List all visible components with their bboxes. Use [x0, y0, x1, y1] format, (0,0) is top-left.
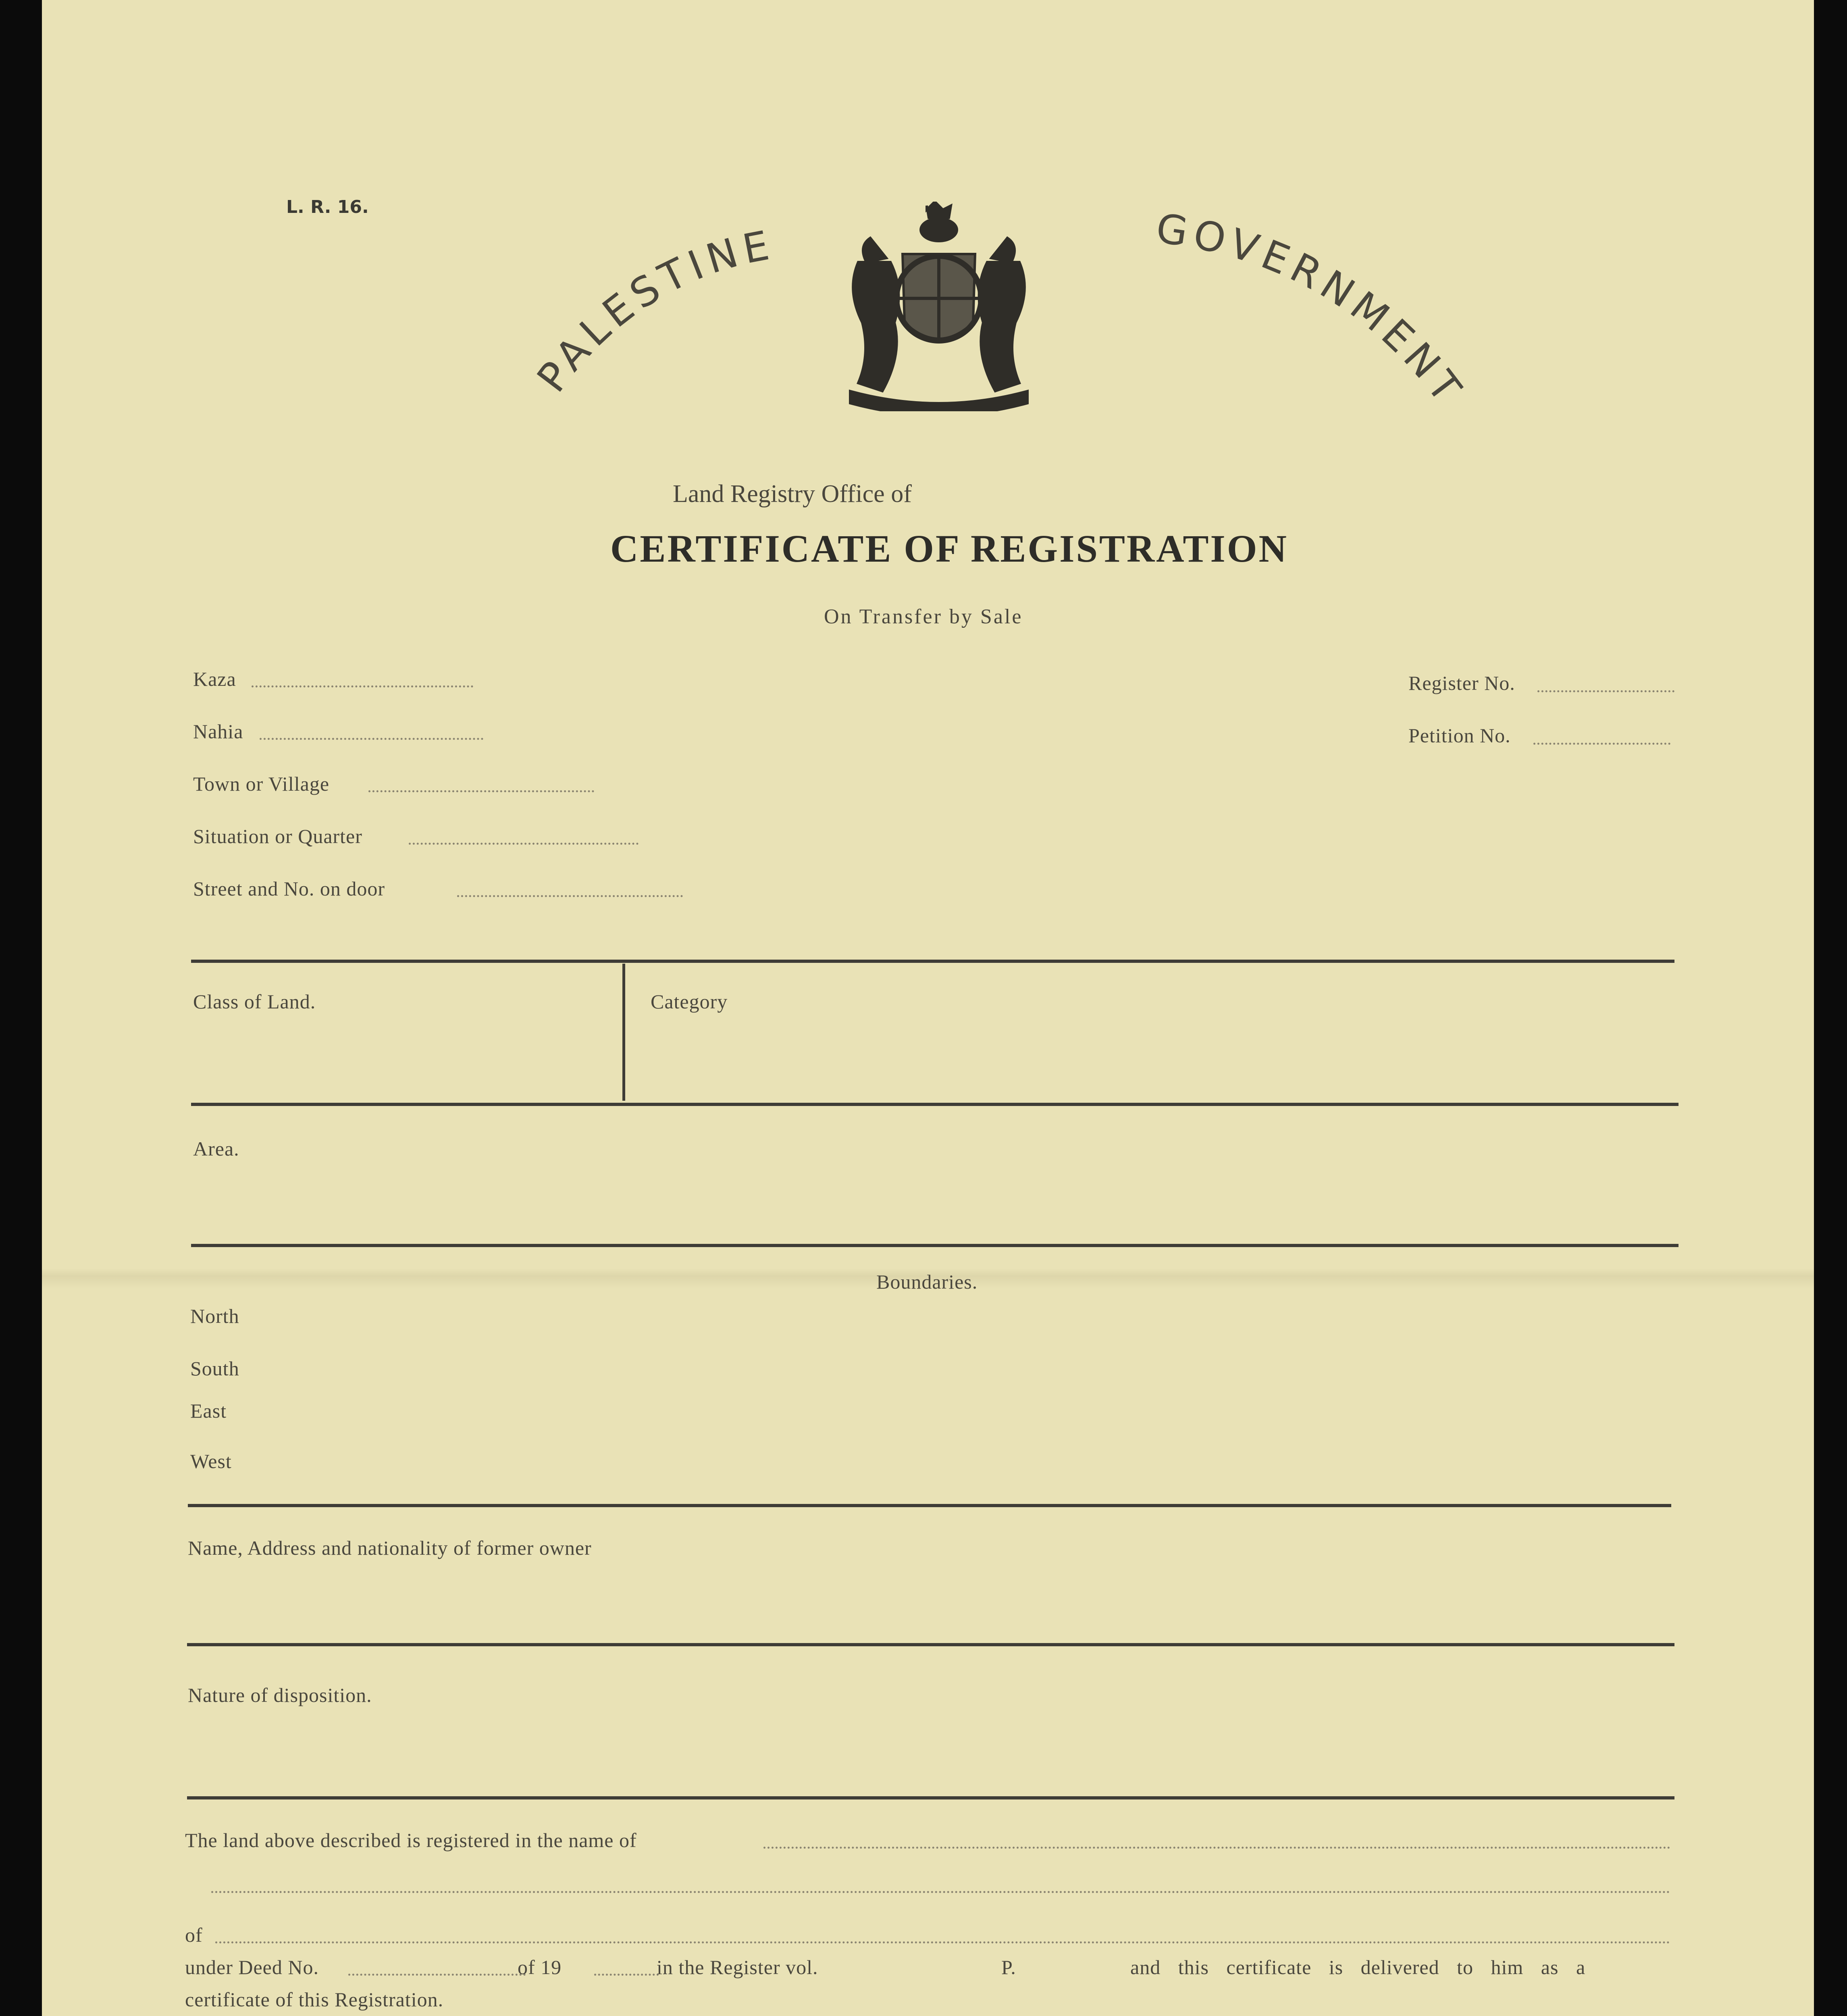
of-label: of: [185, 1924, 203, 1946]
town-village-field[interactable]: [368, 790, 594, 792]
registered-name-field[interactable]: [763, 1847, 1670, 1849]
situation-quarter-label: Situation or Quarter: [193, 825, 362, 848]
boundary-west-label: West: [190, 1450, 232, 1472]
petition-no-label: Petition No.: [1408, 724, 1511, 747]
divider-rule: [191, 1244, 1679, 1247]
town-village-label: Town or Village: [193, 773, 330, 795]
nahia-label: Nahia: [193, 720, 243, 743]
category-label: Category: [651, 990, 728, 1013]
certificate-paper: [42, 0, 1814, 2016]
boundaries-heading: Boundaries.: [876, 1270, 978, 1293]
register-no-field[interactable]: [1537, 690, 1674, 692]
street-door-field[interactable]: [457, 895, 683, 897]
of-field[interactable]: [215, 1941, 1670, 1943]
divider-rule: [191, 960, 1674, 963]
year-field[interactable]: [594, 1974, 659, 1976]
registered-name-label: The land above described is registered in the name of: [185, 1829, 637, 1851]
column-divider: [622, 964, 625, 1101]
boundary-east-label: East: [190, 1400, 227, 1422]
page-label: P.: [1001, 1956, 1016, 1979]
divider-rule: [187, 1643, 1674, 1646]
register-vol-label: in the Register vol.: [657, 1956, 818, 1979]
office-line: Land Registry Office of: [673, 480, 912, 508]
divider-rule: [188, 1504, 1671, 1507]
coat-of-arms-icon: [834, 202, 1044, 411]
disposition-label: Nature of disposition.: [188, 1684, 372, 1706]
arc-left-text: PALESTINE: [528, 221, 778, 401]
area-label: Area.: [193, 1137, 239, 1160]
delivered-label: and this certificate is delivered to him as a: [1130, 1956, 1586, 1979]
certificate-subtitle: On Transfer by Sale: [824, 605, 1023, 628]
kaza-label: Kaza: [193, 668, 236, 690]
boundary-north-label: North: [190, 1305, 239, 1327]
divider-rule: [191, 1103, 1679, 1106]
arc-right-text: GOVERNMENT: [1153, 204, 1474, 415]
register-no-label: Register No.: [1408, 672, 1515, 694]
form-number: L. R. 16.: [286, 197, 369, 217]
class-of-land-label: Class of Land.: [193, 990, 316, 1013]
situation-quarter-field[interactable]: [409, 843, 639, 845]
street-door-label: Street and No. on door: [193, 877, 385, 900]
petition-no-field[interactable]: [1533, 743, 1670, 745]
deed-no-label: under Deed No.: [185, 1956, 319, 1979]
divider-rule: [187, 1796, 1674, 1799]
deed-no-field[interactable]: [348, 1974, 526, 1976]
kaza-field[interactable]: [252, 685, 473, 687]
certificate-registration-label: certificate of this Registration.: [185, 1988, 444, 2011]
registered-name-continuation[interactable]: [211, 1891, 1670, 1893]
former-owner-label: Name, Address and nationality of former owner: [188, 1537, 592, 1559]
boundary-south-label: South: [190, 1357, 239, 1380]
year-label: of 19: [518, 1956, 562, 1979]
certificate-title: CERTIFICATE OF REGISTRATION: [610, 527, 1288, 570]
nahia-field[interactable]: [260, 738, 483, 740]
